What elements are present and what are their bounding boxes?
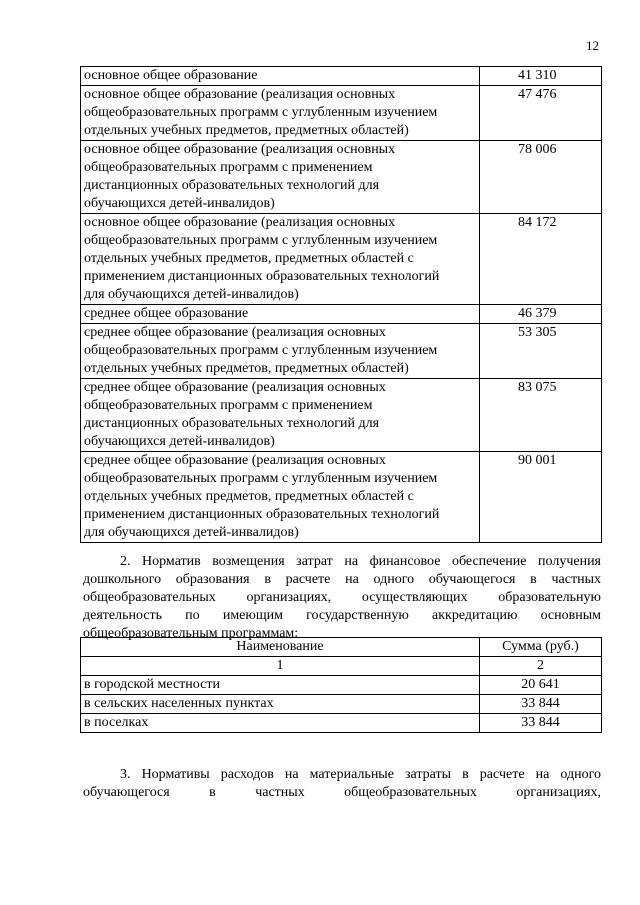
table-row — [81, 141, 602, 214]
paragraph-line: дошкольного образования в расчете на одного обучающегося в частных — [83, 572, 601, 587]
row-name-line: среднее общее образование (реализация основных — [84, 453, 386, 468]
table-row — [81, 714, 602, 733]
row-name-line: отдельных учебных предметов, предметных областей с — [84, 489, 414, 504]
row-name-line: среднее общее образование — [84, 306, 249, 321]
row-value: 83 075 — [480, 379, 602, 452]
row-name — [81, 86, 480, 141]
row-name-line: обучающихся детей-инвалидов) — [84, 196, 275, 211]
column-number: 2 — [480, 657, 602, 676]
table-row — [81, 695, 602, 714]
row-name — [81, 214, 480, 305]
page-number: 12 — [586, 38, 599, 53]
row-name — [81, 305, 480, 324]
row-value: 53 305 — [480, 324, 602, 379]
row-name-line: применением дистанционных образовательных технологий — [84, 507, 440, 522]
table-row — [81, 67, 602, 86]
row-value: 47 476 — [480, 86, 602, 141]
row-name — [81, 141, 480, 214]
row-value: 33 844 — [480, 695, 602, 714]
row-name-line: для обучающихся детей-инвалидов) — [84, 287, 299, 302]
row-name-line: отдельных учебных предметов, предметных областей) — [84, 361, 409, 376]
table-row — [81, 379, 602, 452]
row-name: в сельских населенных пунктах — [81, 695, 480, 714]
row-name: в городской местности — [81, 676, 480, 695]
paragraph-line: обучающегося в частных общеобразовательных организациях, — [83, 785, 601, 800]
row-name-line: отдельных учебных предметов, предметных областей) — [84, 123, 409, 138]
row-name-line: для обучающихся детей-инвалидов) — [84, 525, 299, 540]
row-name-line: общеобразовательных программ с углубленным изучением — [84, 471, 438, 486]
cost-norms-table — [80, 66, 602, 543]
table-row — [81, 452, 602, 543]
paragraph-3 — [83, 766, 601, 802]
paragraph-line: общеобразовательных организациях, осуществляющих образовательную — [83, 590, 601, 605]
row-name-line: дистанционных образовательных технологий для — [84, 416, 380, 431]
row-name — [81, 324, 480, 379]
row-value: 90 001 — [480, 452, 602, 543]
row-value: 41 310 — [480, 67, 602, 86]
table-row — [81, 214, 602, 305]
row-name-line: основное общее образование — [84, 68, 258, 83]
row-name-line: общеобразовательных программ с применением — [84, 398, 373, 413]
table-row — [81, 324, 602, 379]
table-header-row — [81, 638, 602, 657]
row-name: в поселках — [81, 714, 480, 733]
row-name-line: общеобразовательных программ с применением — [84, 160, 373, 175]
column-number: 1 — [81, 657, 480, 676]
table-row — [81, 305, 602, 324]
row-name-line: общеобразовательных программ с углубленным изучением — [84, 105, 438, 120]
row-value: 20 641 — [480, 676, 602, 695]
paragraph-line: 2. Норматив возмещения затрат на финансовое обеспечение получения — [120, 554, 601, 569]
table-row — [81, 676, 602, 695]
row-name-line: обучающихся детей-инвалидов) — [84, 434, 275, 449]
row-name — [81, 67, 480, 86]
row-name-line: отдельных учебных предметов, предметных областей с — [84, 251, 414, 266]
row-value: 84 172 — [480, 214, 602, 305]
paragraph-line: деятельность по имеющим государственную аккредитацию основным — [83, 608, 601, 623]
row-name-line: общеобразовательных программ с углубленным изучением — [84, 233, 438, 248]
paragraph-line: 3. Нормативы расходов на материальные затраты в расчете на одного — [120, 767, 601, 782]
table-row — [81, 86, 602, 141]
row-name-line: дистанционных образовательных технологий для — [84, 178, 380, 193]
row-name-line: основное общее образование (реализация основных — [84, 142, 396, 157]
row-name-line: среднее общее образование (реализация основных — [84, 325, 386, 340]
row-value: 33 844 — [480, 714, 602, 733]
preschool-norms-table — [80, 637, 602, 733]
header-name: Наименование — [81, 638, 480, 657]
table-numbering-row — [81, 657, 602, 676]
row-name-line: основное общее образование (реализация основных — [84, 215, 396, 230]
row-name-line: среднее общее образование (реализация основных — [84, 380, 386, 395]
header-sum: Сумма (руб.) — [480, 638, 602, 657]
row-name — [81, 452, 480, 543]
row-name-line: общеобразовательных программ с углубленным изучением — [84, 343, 438, 358]
row-value: 46 379 — [480, 305, 602, 324]
row-name-line: основное общее образование (реализация основных — [84, 87, 396, 102]
row-name-line: применением дистанционных образовательных технологий — [84, 269, 440, 284]
paragraph-line: общеобразовательным программам: — [83, 626, 299, 641]
paragraph-2 — [83, 553, 601, 643]
row-name — [81, 379, 480, 452]
row-value: 78 006 — [480, 141, 602, 214]
